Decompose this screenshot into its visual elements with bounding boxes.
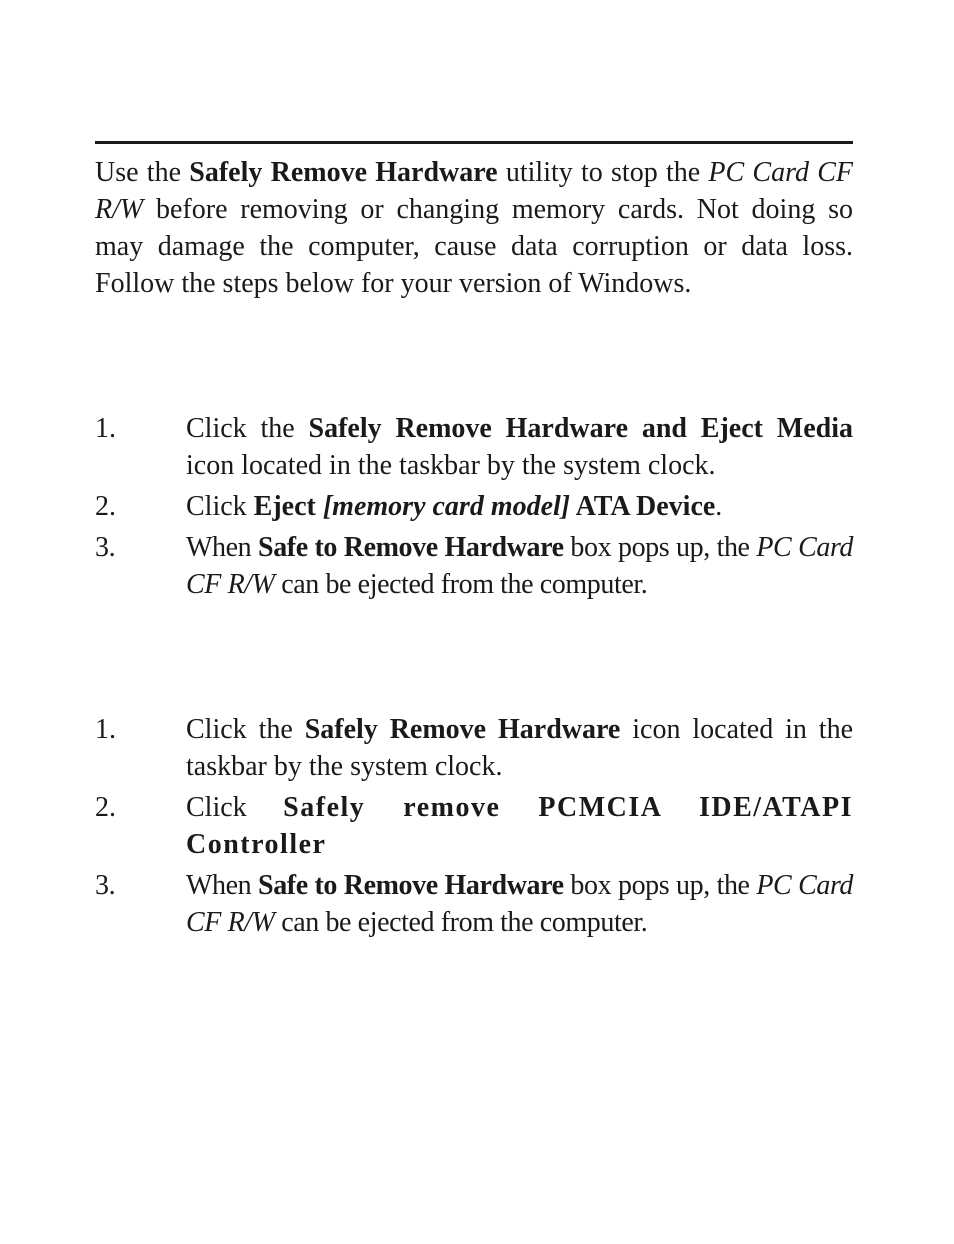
- list-item: [95, 789, 853, 863]
- menu-option-placeholder: [memory card model]: [322, 491, 571, 522]
- step-text: box pops up, the: [563, 532, 757, 563]
- steps-list-second: [95, 711, 853, 945]
- list-item: [95, 410, 853, 484]
- step-text: Click: [186, 792, 284, 823]
- step-text: icon located in the taskbar by the system clock.: [186, 450, 716, 481]
- horizontal-rule: [95, 141, 853, 144]
- dialog-name: Safe to Remove Hardware: [258, 532, 564, 563]
- product-name: PC Card CF R/W: [95, 157, 853, 225]
- step-text: box pops up, the: [563, 870, 757, 901]
- intro-text: utility to stop the: [497, 157, 709, 188]
- step-text: can be ejected from the computer.: [274, 907, 648, 938]
- step-number: 1.: [95, 714, 116, 745]
- step-number: 1.: [95, 413, 116, 444]
- product-name: PC Card CF R/W: [186, 870, 854, 938]
- dialog-name: Safe to Remove Hardware: [258, 870, 564, 901]
- steps-list-first: [95, 410, 853, 607]
- menu-option: ATA Device: [570, 491, 716, 522]
- menu-option: Eject: [253, 491, 323, 522]
- list-item: [95, 529, 853, 603]
- step-number: 3.: [95, 870, 116, 901]
- step-text: When: [186, 532, 259, 563]
- list-item: [95, 867, 853, 941]
- step-text: icon located in the taskbar by the system clock.: [186, 714, 854, 782]
- icon-name: Safely Remove Hardware and Eject Media: [308, 413, 853, 444]
- step-number: 2.: [95, 491, 116, 522]
- step-text: When: [186, 870, 259, 901]
- step-text: can be ejected from the computer.: [274, 569, 648, 600]
- step-number: 2.: [95, 792, 116, 823]
- product-name: PC Card CF R/W: [186, 532, 854, 600]
- step-text: Click: [186, 491, 254, 522]
- step-number: 3.: [95, 532, 116, 563]
- step-text: Click the: [186, 413, 309, 444]
- icon-name: Safely Remove Hardware: [304, 714, 621, 745]
- utility-name: Safely Remove Hardware: [189, 157, 498, 188]
- menu-option: Safely remove PCMCIA IDE/ATAPI Controller: [186, 792, 853, 860]
- intro-text: before removing or changing memory cards. Not doing so may damage the computer, cause data corruption or data loss. Follow the steps below for your version of Windows.: [95, 194, 853, 299]
- step-text: Click the: [186, 714, 305, 745]
- list-item: [95, 488, 853, 525]
- intro-text: Use the: [95, 157, 190, 188]
- list-item: [95, 711, 853, 785]
- step-text: .: [715, 491, 723, 522]
- intro-paragraph: [95, 154, 853, 302]
